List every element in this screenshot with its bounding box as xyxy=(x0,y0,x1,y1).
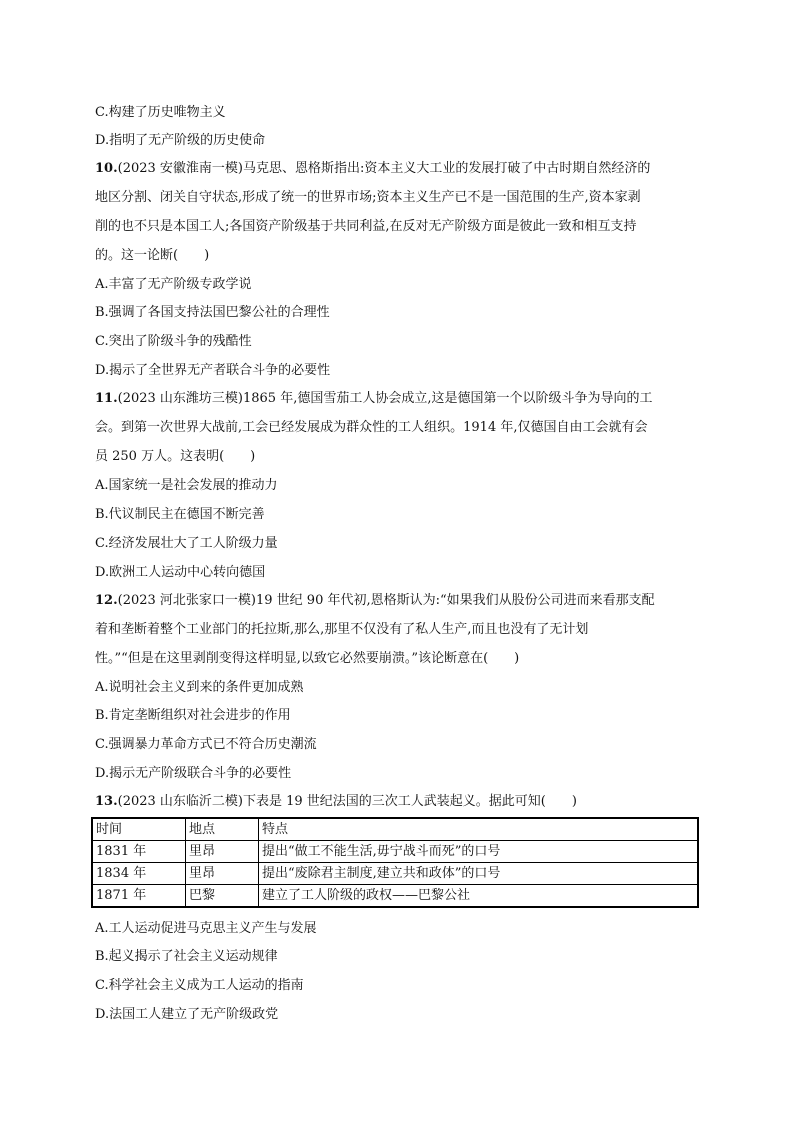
table-cell: 提出“废除君主制度,建立共和政体”的口号 xyxy=(259,863,699,885)
table-cell: 建立了工人阶级的政权——巴黎公社 xyxy=(259,885,699,908)
q10-stem-text: (2023 安徽淮南一模)马克思、恩格斯指出:资本主义大工业的发展打破了中古时期自然经济的 xyxy=(117,161,651,176)
q13-option-a: A.工人运动促进马克思主义产生与发展 xyxy=(95,921,317,936)
q10-stem-line-3: 削的也不只是本国工人;各国资产阶级基于共同利益,在反对无产阶级方面是彼此一致和相互支持 xyxy=(95,219,637,234)
q11-stem-line-1 xyxy=(95,390,652,408)
q11-option-c: C.经济发展壮大了工人阶级力量 xyxy=(95,536,278,551)
q10-stem-line-1 xyxy=(95,160,650,178)
q10-stem-line-4: 的。这一论断( ) xyxy=(95,248,210,263)
table-header-row xyxy=(92,818,698,841)
q10-option-d: D.揭示了全世界无产者联合斗争的必要性 xyxy=(95,363,331,378)
q13-number: 13. xyxy=(95,794,118,809)
q12-stem-line-3: 性。”“但是在这里剥削变得这样明显,以致它必然要崩溃。”该论断意在( ) xyxy=(95,651,520,666)
q11-option-d: D.欧洲工人运动中心转向德国 xyxy=(95,565,266,580)
q12-option-d: D.揭示无产阶级联合斗争的必要性 xyxy=(95,766,292,781)
table-header-cell: 时间 xyxy=(92,818,186,841)
q13-option-b: B.起义揭示了社会主义运动规律 xyxy=(95,949,278,964)
q12-stem-text: (2023 河北张家口一模)19 世纪 90 年代初,恩格斯认为:“如果我们从股份公司进而来看那支配 xyxy=(117,593,655,608)
q11-stem-line-3: 员 250 万人。这表明( ) xyxy=(95,449,256,464)
q12-stem-line-2: 着和垄断着整个工业部门的托拉斯,那么,那里不仅没有了私人生产,而且也没有了无计划 xyxy=(95,622,589,637)
table-cell: 提出“做工不能生活,毋宁战斗而死”的口号 xyxy=(259,841,699,863)
q10-stem-line-2: 地区分割、闭关自守状态,形成了统一的世界市场;资本主义生产已不是一国范围的生产,资本家剥 xyxy=(95,190,641,205)
table-row xyxy=(92,885,698,908)
table-cell: 巴黎 xyxy=(186,885,259,908)
q11-stem-text: (2023 山东潍坊三模)1865 年,德国雪茄工人协会成立,这是德国第一个以阶级斗争为导向的工 xyxy=(117,391,653,406)
table-cell: 1831 年 xyxy=(92,841,186,863)
table-header-cell: 特点 xyxy=(259,818,699,841)
table-cell: 1834 年 xyxy=(92,863,186,885)
q13-stem-text: (2023 山东临沂二模)下表是 19 世纪法国的三次工人武装起义。据此可知( ) xyxy=(117,794,577,809)
q13-option-d: D.法国工人建立了无产阶级政党 xyxy=(95,1007,279,1022)
q11-option-a: A.国家统一是社会发展的推动力 xyxy=(95,478,278,493)
q12-option-a: A.说明社会主义到来的条件更加成熟 xyxy=(95,680,304,695)
q13-option-c: C.科学社会主义成为工人运动的指南 xyxy=(95,978,304,993)
table-row xyxy=(92,841,698,863)
table-cell: 里昂 xyxy=(186,841,259,863)
table-cell: 里昂 xyxy=(186,863,259,885)
q13-stem-line-1 xyxy=(95,793,577,811)
q10-option-a: A.丰富了无产阶级专政学说 xyxy=(95,277,252,292)
q9-option-d: D.指明了无产阶级的历史使命 xyxy=(95,133,266,148)
q11-stem-line-2: 会。到第一次世界大战前,工会已经发展成为群众性的工人组织。1914 年,仅德国自由工会就有会 xyxy=(95,420,648,435)
table-cell: 1871 年 xyxy=(92,885,186,908)
q12-option-b: B.肯定垄断组织对社会进步的作用 xyxy=(95,708,291,723)
q11-number: 11. xyxy=(95,391,118,406)
table-row xyxy=(92,863,698,885)
q10-option-b: B.强调了各国支持法国巴黎公社的合理性 xyxy=(95,305,330,320)
table-header-cell: 地点 xyxy=(186,818,259,841)
q9-option-c: C.构建了历史唯物主义 xyxy=(95,105,226,120)
q12-option-c: C.强调暴力革命方式已不符合历史潮流 xyxy=(95,737,317,752)
q11-option-b: B.代议制民主在德国不断完善 xyxy=(95,507,265,522)
uprisings-table xyxy=(91,817,699,908)
q10-number: 10. xyxy=(95,161,118,176)
q12-stem-line-1 xyxy=(95,592,655,610)
q10-option-c: C.突出了阶级斗争的残酷性 xyxy=(95,334,252,349)
q12-number: 12. xyxy=(95,593,118,608)
